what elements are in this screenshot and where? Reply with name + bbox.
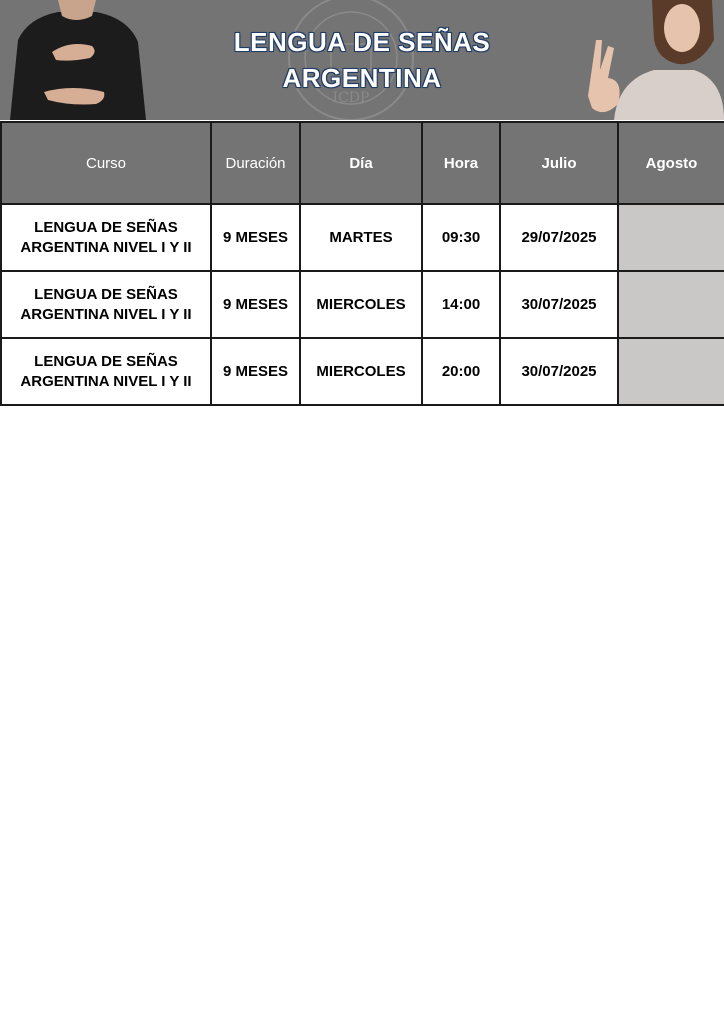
cell-duracion: 9 MESES	[211, 204, 300, 271]
column-header-agosto: Agosto	[618, 122, 724, 204]
cell-curso: LENGUA DE SEÑAS ARGENTINA NIVEL I Y II	[1, 271, 211, 338]
cell-agosto	[618, 338, 724, 405]
table-row	[1, 204, 724, 271]
cell-agosto	[618, 204, 724, 271]
seal-text: ICDP	[332, 90, 370, 106]
cell-curso: LENGUA DE SEÑAS ARGENTINA NIVEL I Y II	[1, 338, 211, 405]
table-header-row	[1, 122, 724, 204]
cell-dia: MIERCOLES	[300, 338, 422, 405]
cell-dia: MIERCOLES	[300, 271, 422, 338]
column-header-curso: Curso	[1, 122, 211, 204]
cell-curso: LENGUA DE SEÑAS ARGENTINA NIVEL I Y II	[1, 204, 211, 271]
cell-duracion: 9 MESES	[211, 338, 300, 405]
person-signing-left-image	[0, 0, 150, 120]
table-row	[1, 271, 724, 338]
course-schedule-table	[0, 121, 724, 406]
title-line-2: ARGENTINA	[282, 63, 442, 93]
person-signing-right-image	[574, 0, 724, 120]
header-banner	[0, 0, 724, 120]
cell-dia: MARTES	[300, 204, 422, 271]
column-header-dia: Día	[300, 122, 422, 204]
cell-agosto	[618, 271, 724, 338]
cell-hora: 20:00	[422, 338, 500, 405]
cell-hora: 09:30	[422, 204, 500, 271]
cell-hora: 14:00	[422, 271, 500, 338]
cell-julio: 29/07/2025	[500, 204, 618, 271]
cell-duracion: 9 MESES	[211, 271, 300, 338]
page-title	[150, 24, 574, 96]
cell-julio: 30/07/2025	[500, 271, 618, 338]
column-header-duracion: Duración	[211, 122, 300, 204]
title-line-1: LENGUA DE SEÑAS	[233, 27, 491, 57]
cell-julio: 30/07/2025	[500, 338, 618, 405]
column-header-hora: Hora	[422, 122, 500, 204]
column-header-julio: Julio	[500, 122, 618, 204]
table-row	[1, 338, 724, 405]
